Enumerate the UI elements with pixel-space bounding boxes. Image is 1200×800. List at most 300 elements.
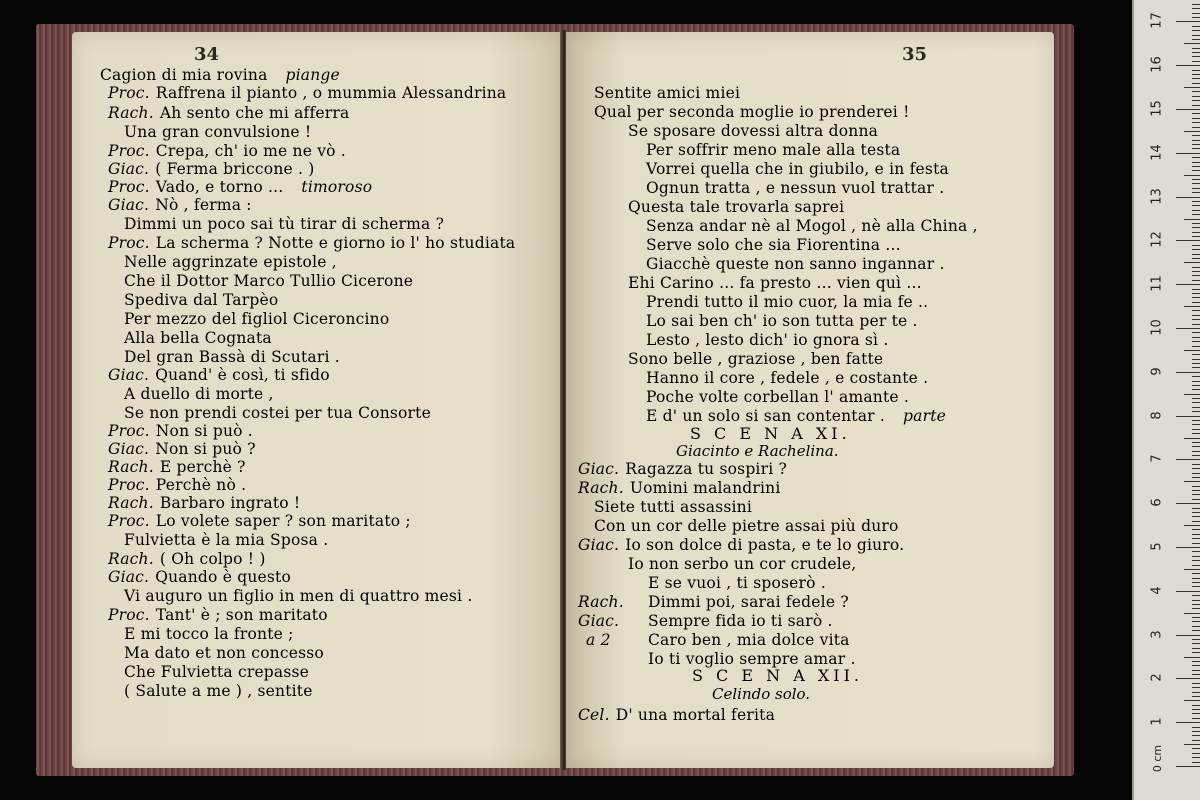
ruler-tick: [1192, 188, 1200, 189]
line-text: Sempre fida io ti sarò .: [648, 612, 833, 630]
stage-direction: timoroso: [301, 178, 373, 196]
line-text: Alla bella Cognata: [124, 329, 272, 347]
ruler-tick: [1192, 144, 1200, 145]
line-text: Nò , ferma :: [155, 196, 252, 214]
ruler-tick: [1192, 381, 1200, 382]
verse-line: [108, 606, 328, 624]
ruler-tick: [1192, 319, 1200, 320]
ruler-tick: [1192, 508, 1200, 509]
line-text: Perchè nò .: [155, 476, 247, 494]
ruler-number: 15: [1149, 100, 1165, 117]
ruler-tick: [1184, 350, 1200, 351]
ruler-tick: [1192, 621, 1200, 622]
ruler-unit: 0 cm: [1151, 744, 1165, 773]
ruler-tick: [1192, 464, 1200, 465]
ruler-tick: [1184, 700, 1200, 701]
line-text: Raffrena il pianto , o mummia Alessandrina: [155, 84, 507, 102]
line-text: Sono belle , graziose , ben fatte: [628, 350, 884, 368]
verse-line: [108, 512, 411, 530]
speaker-label: Rach.: [108, 550, 154, 568]
verse-line: [108, 160, 315, 178]
ruler-tick: [1192, 551, 1200, 552]
ruler-tick: [1192, 118, 1200, 119]
speaker-label: Proc.: [108, 606, 150, 624]
line-text: Del gran Bassà di Scutari .: [124, 348, 340, 366]
stage-direction: parte: [903, 407, 946, 425]
ruler-tick: [1192, 354, 1200, 355]
ruler-tick: [1192, 56, 1200, 57]
ruler-tick: [1192, 179, 1200, 180]
ruler-tick: [1184, 43, 1200, 44]
verse-line: [108, 568, 291, 586]
ruler-tick: [1184, 438, 1200, 439]
line-text: ( Salute a me ) , sentite: [124, 682, 313, 700]
speaker-label: Rach.: [108, 104, 154, 122]
ruler-tick: [1192, 245, 1200, 246]
speaker-label: Proc.: [108, 234, 150, 252]
line-text: Per mezzo del figliol Ciceroncino: [124, 310, 390, 328]
ruler-tick: [1192, 385, 1200, 386]
verse-line: [646, 255, 945, 273]
ruler-tick: [1176, 240, 1200, 241]
ruler-tick: [1176, 766, 1200, 767]
ruler-tick: [1192, 105, 1200, 106]
ruler-tick: [1192, 490, 1200, 491]
ruler-tick: [1192, 135, 1200, 136]
speaker-label: Proc.: [108, 512, 150, 530]
ruler-tick: [1192, 8, 1200, 9]
ruler-tick: [1192, 735, 1200, 736]
line-text: Non si può ?: [155, 440, 256, 458]
verse-line: [646, 217, 978, 235]
line-text: Con un cor delle pietre assai più duro: [594, 517, 899, 535]
ruler-tick: [1192, 39, 1200, 40]
line-text: Sentite amici miei: [594, 84, 741, 102]
verse-line: [124, 682, 313, 700]
ruler-tick: [1184, 306, 1200, 307]
speaker-label: Giac.: [108, 160, 150, 178]
verse-line: [124, 272, 413, 290]
line-text: Spediva dal Tarpèo: [124, 291, 279, 309]
line-text: Senza andar nè al Mogol , nè alla China ,: [646, 217, 978, 235]
ruler-tick: [1192, 692, 1200, 693]
speaker-label: Giac.: [578, 460, 620, 478]
ruler-number: 14: [1149, 144, 1165, 161]
ruler-tick: [1192, 630, 1200, 631]
ruler-tick: [1192, 346, 1200, 347]
line-text: Caro ben , mia dolce vita: [648, 631, 850, 649]
line-text: E d' un solo si san contentar .: [646, 407, 886, 425]
line-text: Ognun tratta , e nessun vuol trattar .: [646, 179, 945, 197]
line-text: E mi tocco la fronte ;: [124, 625, 294, 643]
ruler-tick: [1192, 17, 1200, 18]
verse-line: [108, 104, 349, 122]
verse-line: [578, 479, 781, 497]
ruler-tick: [1192, 13, 1200, 14]
page-number: 34: [194, 44, 220, 65]
verse-line: [108, 178, 378, 196]
ruler-tick: [1192, 639, 1200, 640]
ruler-tick: [1176, 65, 1200, 66]
verse-line: [578, 460, 787, 478]
ruler-tick: [1192, 604, 1200, 605]
ruler-tick: [1192, 157, 1200, 158]
verse-line: [628, 122, 878, 140]
ruler-tick: [1192, 302, 1200, 303]
ruler-tick: [1176, 547, 1200, 548]
ruler-tick: [1192, 280, 1200, 281]
ruler-tick: [1192, 696, 1200, 697]
verse-line: [124, 291, 278, 309]
ruler-tick: [1192, 718, 1200, 719]
line-text: Serve solo che sia Fiorentina ...: [646, 236, 901, 254]
ruler-tick: [1184, 394, 1200, 395]
ruler-tick: [1192, 424, 1200, 425]
ruler-tick: [1176, 197, 1200, 198]
ruler-tick: [1192, 753, 1200, 754]
ruler-tick: [1176, 459, 1200, 460]
line-text: Hanno il core , fedele , e costante .: [646, 369, 929, 387]
ruler-tick: [1192, 648, 1200, 649]
ruler-tick: [1192, 214, 1200, 215]
line-text: ( Ferma briccone . ): [155, 160, 315, 178]
verse-line: [594, 84, 740, 102]
ruler-tick: [1192, 258, 1200, 259]
line-text: La scherma ? Notte e giorno io l' ho studiata: [155, 234, 516, 252]
ruler-tick: [1192, 140, 1200, 141]
verse-line: [646, 293, 928, 311]
ruler-number: 9: [1149, 367, 1165, 376]
verse-line: [108, 196, 252, 214]
ruler-tick: [1184, 744, 1200, 745]
ruler-tick: [1192, 398, 1200, 399]
ruler-tick: [1192, 586, 1200, 587]
ruler-tick: [1192, 275, 1200, 276]
ruler-tick: [1184, 262, 1200, 263]
ruler-tick: [1192, 297, 1200, 298]
verse-line: [628, 198, 844, 216]
ruler-number: 6: [1149, 498, 1165, 507]
ruler-tick: [1184, 175, 1200, 176]
line-text: E perchè ?: [159, 458, 246, 476]
ruler-tick: [1192, 556, 1200, 557]
ruler-tick: [1184, 481, 1200, 482]
ruler-tick: [1192, 271, 1200, 272]
line-text: Dimmi poi, sarai fedele ?: [648, 593, 849, 611]
line-text: Giacchè queste non sanno ingannar .: [646, 255, 945, 273]
verse-line: [108, 440, 256, 458]
ruler-tick: [1176, 21, 1200, 22]
ruler-tick: [1192, 389, 1200, 390]
verse-line: [628, 274, 922, 292]
verse-line: [646, 369, 928, 387]
ruler-tick: [1192, 236, 1200, 237]
line-text: Tant' è ; son maritato: [155, 606, 328, 624]
line-text: E se vuoi , ti sposerò .: [648, 574, 826, 592]
ruler-number: 10: [1149, 319, 1165, 336]
stage-direction: piange: [285, 66, 340, 84]
verse-line: [108, 234, 515, 252]
verse-line: [124, 253, 337, 271]
ruler-number: 17: [1149, 12, 1165, 30]
speaker-label: Proc.: [108, 142, 150, 160]
ruler-tick: [1192, 367, 1200, 368]
ruler-number: 8: [1149, 410, 1165, 420]
ruler-tick: [1176, 372, 1200, 373]
line-text: Per soffrir meno male alla testa: [646, 141, 901, 159]
line-text: Poche volte corbellan l' amante .: [646, 388, 910, 406]
ruler-tick: [1192, 70, 1200, 71]
ruler-tick: [1192, 232, 1200, 233]
ruler-tick: [1192, 705, 1200, 706]
ruler-tick: [1192, 183, 1200, 184]
ruler-number: 12: [1149, 231, 1165, 249]
ruler-tick: [1192, 433, 1200, 434]
verse-line: [108, 366, 330, 384]
speaker-label: Proc.: [108, 178, 150, 196]
ruler-tick: [1192, 578, 1200, 579]
verse-line: [578, 593, 849, 611]
ruler-tick: [1192, 48, 1200, 49]
ruler-tick: [1192, 713, 1200, 714]
ruler-tick: [1192, 468, 1200, 469]
verse-line: [594, 103, 910, 121]
line-text: Ma dato et non concesso: [124, 644, 324, 662]
verse-line: [108, 494, 300, 512]
ruler-number: 1: [1149, 717, 1165, 726]
line-text: Fulvietta è la mia Sposa .: [124, 531, 329, 549]
line-text: Vorrei quella che in giubilo, e in festa: [646, 160, 949, 178]
speaker-label: Cel.: [578, 706, 610, 724]
ruler-tick: [1192, 748, 1200, 749]
ruler-tick: [1192, 512, 1200, 513]
ruler-tick: [1192, 337, 1200, 338]
line-text: Cagion di mia rovina: [100, 66, 268, 84]
verse-line: [124, 625, 294, 643]
ruler-tick: [1192, 740, 1200, 741]
ruler-tick: [1192, 757, 1200, 758]
ruler-tick: [1184, 219, 1200, 220]
line-text: Quand' è così, ti sfido: [155, 366, 330, 384]
verse-line: [578, 706, 775, 724]
line-text: Quando è questo: [155, 568, 291, 586]
line-text: Qual per seconda moglie io prenderei !: [594, 103, 910, 121]
verse-line: [646, 236, 901, 254]
verse-line: [124, 310, 389, 328]
ruler-number: 3: [1149, 629, 1165, 639]
line-text: Una gran convulsione !: [124, 123, 312, 141]
ruler-tick: [1192, 78, 1200, 79]
speaker-label: Giac.: [108, 568, 150, 586]
ruler-tick: [1184, 525, 1200, 526]
ruler-tick: [1176, 635, 1200, 636]
ruler-tick: [1192, 170, 1200, 171]
ruler-tick: [1192, 249, 1200, 250]
verse-line: [108, 550, 266, 568]
ruler-tick: [1192, 315, 1200, 316]
ruler-tick: [1192, 201, 1200, 202]
ruler-tick: [1192, 359, 1200, 360]
line-text: Barbaro ingrato !: [159, 494, 301, 512]
verse-line: [646, 141, 900, 159]
ruler-tick: [1184, 131, 1200, 132]
line-text: Se sposare dovessi altra donna: [628, 122, 879, 140]
speaker-label: Proc.: [108, 476, 150, 494]
scene-characters: Celindo solo.: [712, 685, 811, 703]
line-text: Io ti voglio sempre amar .: [648, 650, 856, 668]
ruler-tick: [1192, 455, 1200, 456]
ruler-tick: [1192, 227, 1200, 228]
ruler-tick: [1192, 52, 1200, 53]
verse-line: [594, 517, 899, 535]
speaker-label: Rach.: [578, 593, 624, 611]
speaker-label: a 2: [586, 631, 611, 649]
ruler-tick: [1192, 407, 1200, 408]
ruler-tick: [1192, 626, 1200, 627]
verse-line: [646, 331, 888, 349]
ruler-number: 7: [1149, 454, 1165, 464]
page-number: 35: [902, 44, 928, 65]
verse-line: [124, 348, 340, 366]
speaker-label: Giac.: [578, 536, 620, 554]
ruler-tick: [1192, 310, 1200, 311]
verse-line: [108, 84, 506, 102]
speaker-label: Rach.: [108, 494, 154, 512]
ruler-number: 2: [1149, 673, 1165, 683]
ruler-tick: [1176, 416, 1200, 417]
verse-line: [124, 329, 272, 347]
verse-line: [646, 407, 952, 425]
ruler-tick: [1192, 565, 1200, 566]
ruler-tick: [1192, 661, 1200, 662]
verse-line: [124, 531, 328, 549]
ruler-tick: [1192, 687, 1200, 688]
ruler-tick: [1192, 420, 1200, 421]
verse-line: [108, 458, 246, 476]
ruler-tick: [1192, 643, 1200, 644]
line-text: Nelle aggrinzate epistole ,: [124, 253, 337, 271]
verse-line: [124, 587, 472, 605]
line-text: Questa tale trovarla saprei: [628, 198, 845, 216]
ruler-tick: [1192, 293, 1200, 294]
line-text: D' una mortal ferita: [615, 706, 776, 724]
ruler-tick: [1184, 87, 1200, 88]
ruler-tick: [1184, 613, 1200, 614]
verse-line: [124, 215, 444, 233]
verse-line: [108, 422, 253, 440]
line-text: Uomini malandrini: [629, 479, 781, 497]
ruler-tick: [1192, 61, 1200, 62]
ruler-tick: [1192, 446, 1200, 447]
ruler-tick: [1192, 494, 1200, 495]
scene-heading: S C E N A XII.: [692, 666, 863, 685]
ruler-tick: [1192, 122, 1200, 123]
ruler-tick: [1192, 617, 1200, 618]
ruler-tick: [1192, 91, 1200, 92]
line-text: Io non serbo un cor crudele,: [628, 555, 857, 573]
verse-line: [628, 350, 883, 368]
ruler-tick: [1192, 486, 1200, 487]
verse-line: [594, 498, 752, 516]
ruler-tick: [1192, 499, 1200, 500]
verse-line: [108, 142, 346, 160]
line-text: Che Fulvietta crepasse: [124, 663, 310, 681]
verse-line: [108, 476, 246, 494]
ruler-tick: [1192, 538, 1200, 539]
ruler-tick: [1192, 727, 1200, 728]
ruler-tick: [1192, 477, 1200, 478]
line-text: Io son dolce di pasta, e te lo giuro.: [625, 536, 905, 554]
verse-line: [578, 536, 904, 554]
speaker-label: Proc.: [108, 84, 150, 102]
ruler-tick: [1192, 762, 1200, 763]
line-text: Lo volete saper ? son maritato ;: [155, 512, 411, 530]
verse-line: [578, 612, 833, 630]
verse-line: [628, 555, 856, 573]
ruler-tick: [1192, 376, 1200, 377]
line-text: Vi auguro un figlio in men di quattro mesi .: [124, 587, 473, 605]
ruler-number: 4: [1149, 586, 1165, 595]
verse-line: [648, 574, 826, 592]
ruler-tick: [1192, 74, 1200, 75]
line-text: Ragazza tu sospiri ?: [625, 460, 787, 478]
line-text: Ehi Carino ... fa presto ... vien quì ...: [628, 274, 922, 292]
ruler-tick: [1192, 4, 1200, 5]
speaker-label: Giac.: [108, 440, 150, 458]
ruler-tick: [1192, 582, 1200, 583]
ruler-tick: [1192, 148, 1200, 149]
ruler-tick: [1192, 205, 1200, 206]
ruler-tick: [1176, 153, 1200, 154]
ruler-tick: [1192, 731, 1200, 732]
ruler-tick: [1192, 652, 1200, 653]
ruler-tick: [1176, 678, 1200, 679]
line-text: Siete tutti assassini: [594, 498, 753, 516]
ruler-tick: [1192, 529, 1200, 530]
ruler-number: 5: [1149, 542, 1165, 551]
verse-line: [586, 631, 850, 649]
ruler-tick: [1192, 363, 1200, 364]
verse-line: [646, 388, 909, 406]
line-text: ( Oh colpo ! ): [159, 550, 266, 568]
speaker-label: Giac.: [578, 612, 620, 630]
verse-line: [124, 123, 311, 141]
ruler-tick: [1192, 595, 1200, 596]
ruler-tick: [1192, 223, 1200, 224]
speaker-label: Rach.: [108, 458, 154, 476]
line-text: Crepa, ch' io me ne vò .: [155, 142, 346, 160]
ruler-tick: [1192, 683, 1200, 684]
ruler-tick: [1192, 573, 1200, 574]
ruler-tick: [1192, 341, 1200, 342]
ruler-tick: [1192, 30, 1200, 31]
ruler-tick: [1192, 670, 1200, 671]
ruler-tick: [1192, 411, 1200, 412]
verse-line: [100, 66, 346, 84]
ruler-tick: [1184, 657, 1200, 658]
ruler-tick: [1192, 289, 1200, 290]
ruler-tick: [1192, 534, 1200, 535]
line-text: Lo sai ben ch' io son tutta per te .: [646, 312, 918, 330]
line-text: Se non prendi costei per tua Consorte: [124, 404, 431, 422]
ruler-tick: [1192, 127, 1200, 128]
ruler-number: 13: [1149, 187, 1165, 205]
ruler-tick: [1192, 100, 1200, 101]
ruler-tick: [1192, 543, 1200, 544]
ruler-tick: [1192, 26, 1200, 27]
ruler-tick: [1192, 35, 1200, 36]
ruler-tick: [1192, 113, 1200, 114]
